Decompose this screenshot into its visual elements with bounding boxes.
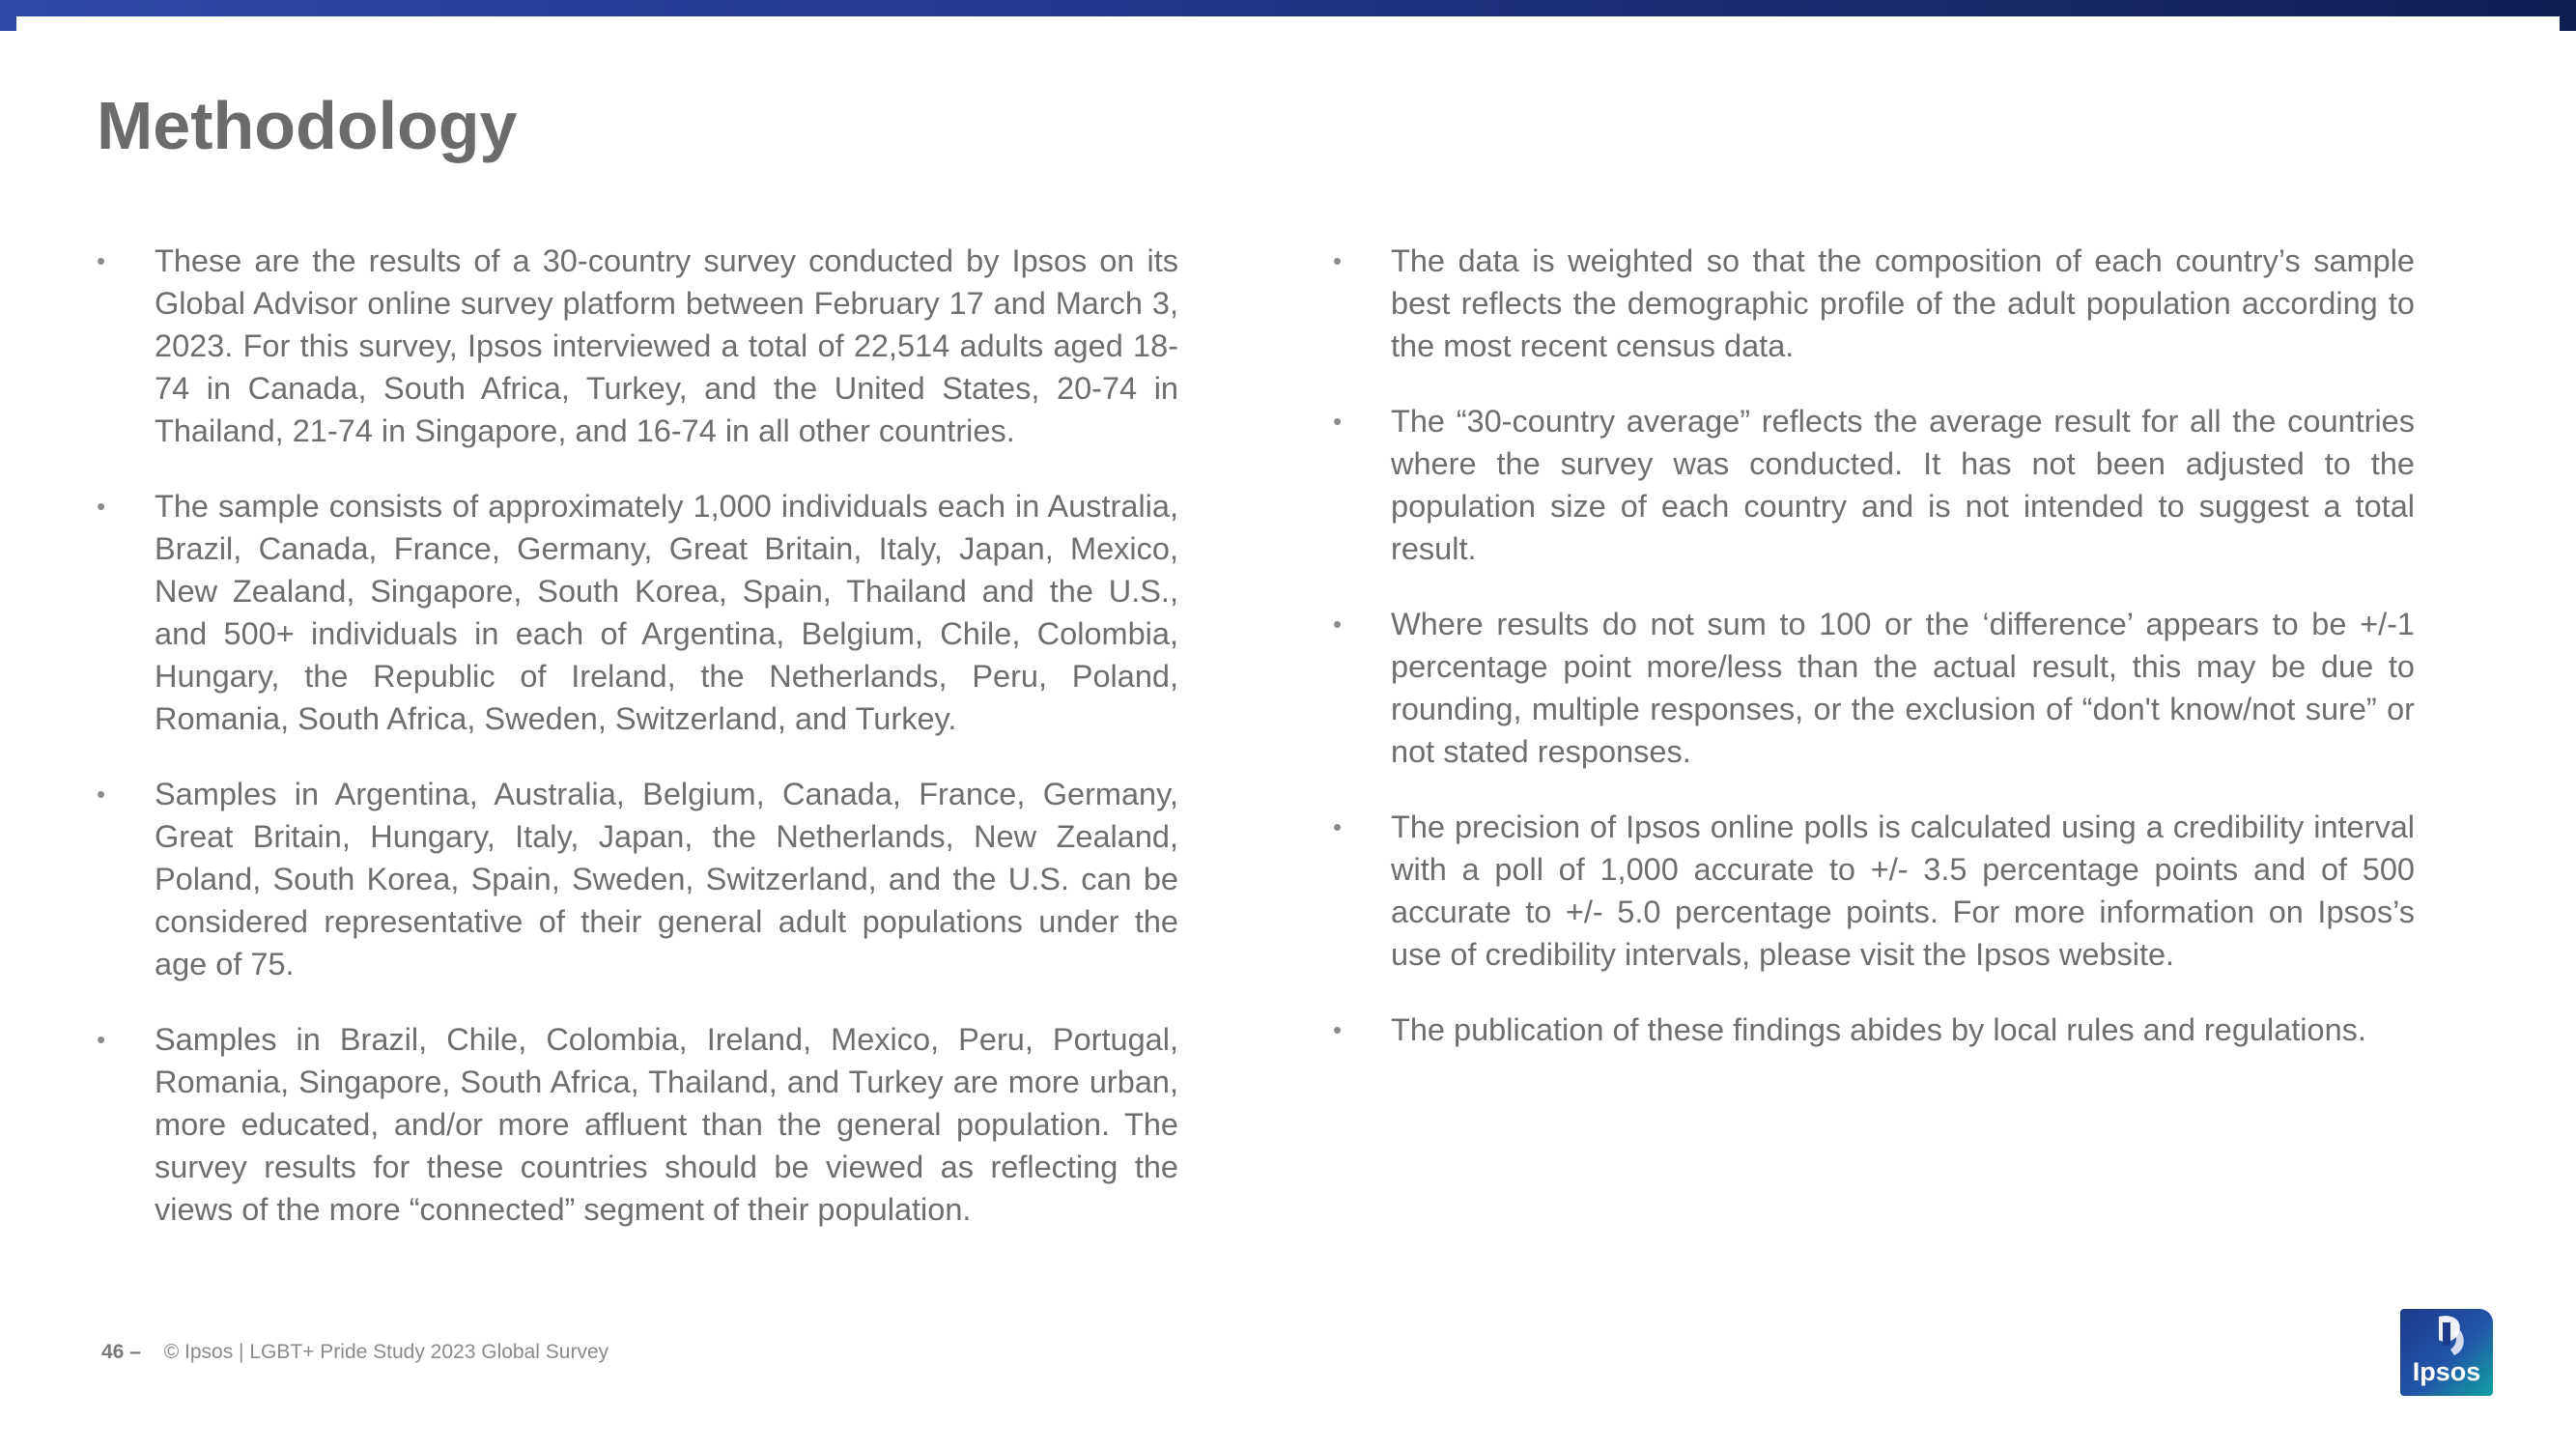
- bullet-text: The “30-country average” reflects the average result for all the countries where the survey was conducted. It has not been adjusted to the population size of each country and is not intended to suggest a total result.: [1391, 404, 2415, 566]
- bullet-text: The precision of Ipsos online polls is calculated using a credibility interval with a poll of 1,000 accurate to +/- 3.5 percentage points and of 500 accurate to +/- 5.0 percentage points. For more information on Ipsos’s use of credibility intervals, please visit the Ipsos website.: [1391, 810, 2415, 972]
- top-banner-inner: [16, 16, 2560, 31]
- bullet-icon: •: [97, 1025, 106, 1054]
- bullet-item: [1333, 1009, 2415, 1051]
- bullet-icon: •: [97, 492, 106, 521]
- bullet-text: The publication of these findings abides by local rules and regulations.: [1391, 1012, 2366, 1047]
- bullet-item: [1333, 240, 2415, 367]
- bullet-text: These are the results of a 30-country survey conducted by Ipsos on its Global Advisor online survey platform between February 17 and March 3, 2023. For this survey, Ipsos interviewed a total of 22,514 adults aged 18-74 in Canada, South Africa, Turkey, and the United States, 20-74 in Thailand, 21-74 in Singapore, and 16-74 in all other countries.: [155, 243, 1178, 448]
- bullet-icon: •: [1333, 246, 1343, 275]
- bullet-icon: •: [1333, 610, 1343, 639]
- top-banner: [0, 0, 2576, 31]
- bullet-item: [97, 1018, 1178, 1231]
- bullet-text: Samples in Brazil, Chile, Colombia, Ireland, Mexico, Peru, Portugal, Romania, Singapore, South Africa, Thailand, and Turkey are more urban, more educated, and/or more affluent than the general population. The survey results for these countries should be viewed as reflecting the views of the more “connected” segment of their population.: [155, 1022, 1178, 1227]
- bullet-item: [97, 773, 1178, 985]
- bullet-item: [1333, 603, 2415, 773]
- bullet-icon: •: [97, 780, 106, 809]
- footer: [101, 1341, 609, 1364]
- right-column: [1333, 240, 2415, 1084]
- left-column: [97, 240, 1178, 1264]
- page-title: Methodology: [97, 88, 518, 163]
- page-number: 46 –: [101, 1341, 141, 1363]
- bullet-icon: •: [97, 246, 106, 275]
- bullet-icon: •: [1333, 812, 1343, 841]
- bullet-text: Samples in Argentina, Australia, Belgium, Canada, France, Germany, Great Britain, Hungary, Italy, Japan, the Netherlands, New Zealand, Poland, South Korea, Spain, Sweden, Switzerland, and the U.S. can be considered representative of their general adult populations under the age of 75.: [155, 777, 1178, 981]
- bullet-icon: •: [1333, 1015, 1343, 1044]
- bullet-text: The sample consists of approximately 1,000 individuals each in Australia, Brazil, Canada, France, Germany, Great Britain, Italy, Japan, Mexico, New Zealand, Singapore, South Korea, Spain, Thailand and the U.S., and 500+ individuals in each of Argentina, Belgium, Chile, Colombia, Hungary, the Republic of Ireland, the Netherlands, Peru, Poland, Romania, South Africa, Sweden, Switzerland, and Turkey.: [155, 489, 1178, 736]
- bullet-text: The data is weighted so that the composition of each country’s sample best reflects the demographic profile of the adult population according to the most recent census data.: [1391, 243, 2415, 363]
- footer-copyright: © Ipsos | LGBT+ Pride Study 2023 Global Survey: [163, 1341, 609, 1363]
- bullet-text: Where results do not sum to 100 or the ‘difference’ appears to be +/-1 percentage point more/less than the actual result, this may be due to rounding, multiple responses, or the exclusion of “don't know/not sure” or not stated responses.: [1391, 607, 2415, 769]
- bullet-item: [1333, 400, 2415, 570]
- bullet-item: [97, 240, 1178, 452]
- logo-text: Ipsos: [2412, 1357, 2481, 1386]
- bullet-item: [97, 485, 1178, 740]
- bullet-icon: •: [1333, 407, 1343, 436]
- ipsos-logo: [2400, 1309, 2493, 1396]
- bullet-item: [1333, 806, 2415, 976]
